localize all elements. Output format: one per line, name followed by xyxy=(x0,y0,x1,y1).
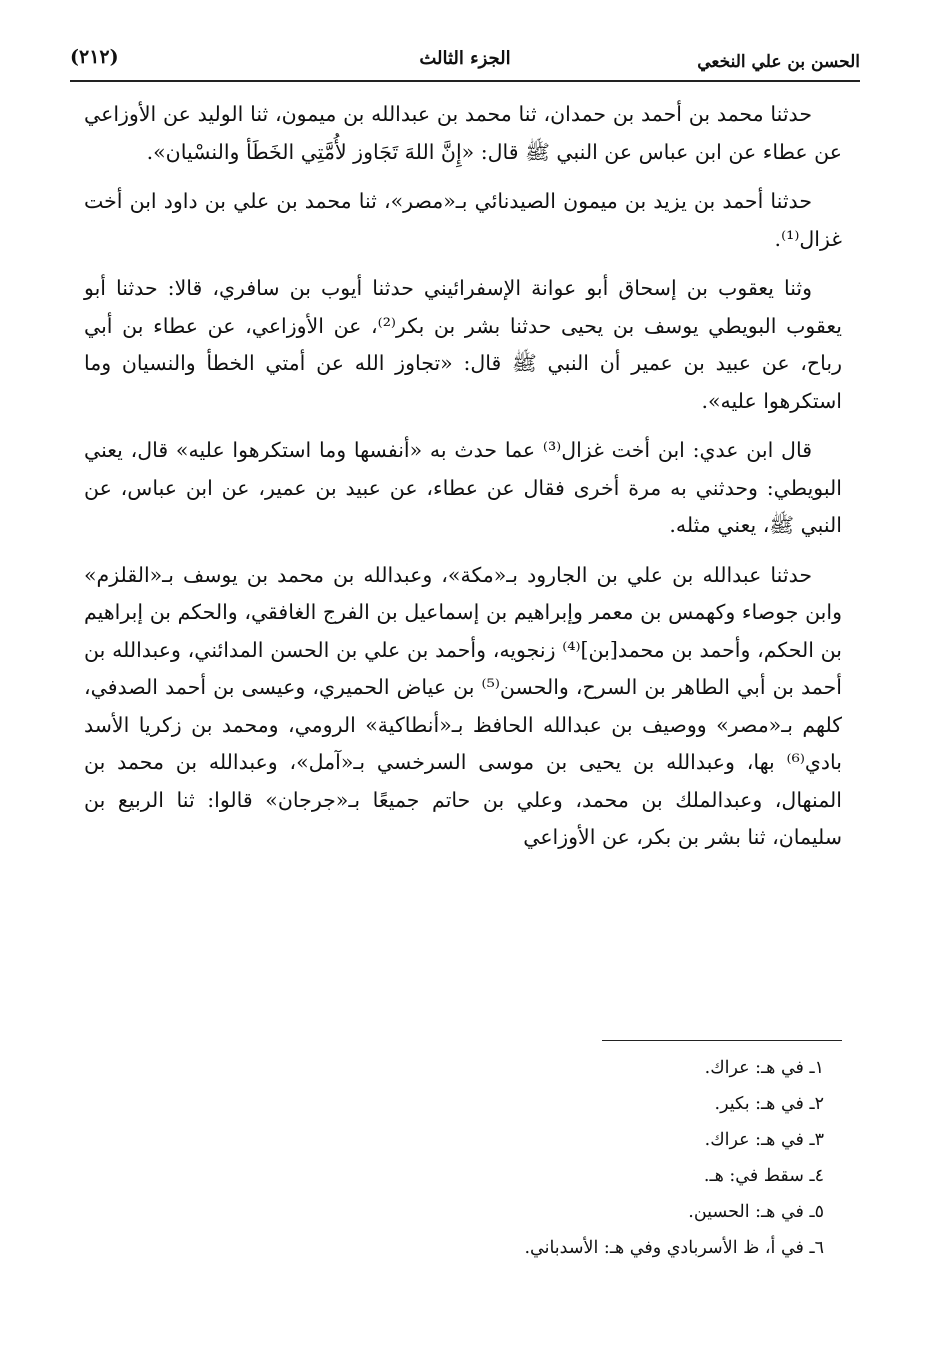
footnotes xyxy=(264,1050,824,1266)
paragraph: وثنا يعقوب بن إسحاق أبو عوانة الإسفرائيني حدثنا أيوب بن سافري، قالا: حدثنا أبو يعقوب البويطي يوسف بن يحيى حدثنا بشر بن بكر⁽²⁾، عن الأوزاعي، عن عطاء بن أبي رباح، عن عبيد بن عمير أن النبي ﷺ قال: «تجاوز الله عن أمتي الخطأ والنسيان وما استكرهوا عليه». xyxy=(84,276,842,413)
paragraph: حدثنا أحمد بن يزيد بن ميمون الصيدنائي بـ«مصر»، ثنا محمد بن علي بن داود ابن أخت غزال⁽¹⁾. xyxy=(84,189,842,251)
footnote-rule xyxy=(602,1040,842,1041)
header-author: الحسن بن علي النخعي xyxy=(697,52,860,72)
footnote: ١ـ في هـ: عراك. xyxy=(704,1058,824,1078)
footnote: ٣ـ في هـ: عراك. xyxy=(704,1130,824,1150)
paragraph: حدثنا محمد بن أحمد بن حمدان، ثنا محمد بن عبدالله بن ميمون، ثنا الوليد عن الأوزاعي عن عطاء عن ابن عباس عن النبي ﷺ قال: «إِنَّ اللهَ تَجَاوز لأُمَّتِي الخَطَأ والنسْيان». xyxy=(84,102,842,164)
paragraph: قال ابن عدي: ابن أخت غزال⁽³⁾ عما حدث به «أنفسها وما استكرهوا عليه» قال، يعني البويطي: وحدثني به مرة أخرى فقال عن عطاء، عن عبيد بن عمير، عن ابن عباس، عن النبي ﷺ، يعني مثله. xyxy=(84,438,842,537)
header-rule xyxy=(70,80,860,82)
footnote: ٥ـ في هـ: الحسين. xyxy=(688,1202,824,1222)
paragraph: حدثنا عبدالله بن علي بن الجارود بـ«مكة»، وعبدالله بن محمد بن يوسف بـ«القلزم» وابن جوصاء وكهمس بن معمر وإبراهيم بن إسماعيل بن الفرج الغافقي، والحكم بن إبراهيم بن الحكم، وأحمد بن محمد[بن]⁽⁴⁾ زنجويه، وأحمد بن علي بن الحسن المدائني، وعبدالله بن أحمد بن أبي الطاهر بن السرح، والحسن⁽⁵⁾ بن عياض الحميري، وعيسى بن أحمد الصدفي، كلهم بـ«مصر» ووصيف بن عبدالله الحافظ بـ«أنطاكية» الرومي، ومحمد بن زكريا الأسد بادي⁽⁶⁾ بها، وعبدالله بن يحيى بن موسى السرخسي بـ«آمل»، وعبدالله بن محمد بن المنهال، وعبدالملك بن محمد، وعلي بن حاتم جميعًا بـ«جرجان» قالوا: ثنا الربيع بن سليمان، ثنا بشر بن بكر، عن الأوزاعي xyxy=(84,562,842,849)
footnote: ٤ـ سقط في: هـ. xyxy=(703,1166,824,1186)
running-header xyxy=(70,38,860,78)
footnote: ٦ـ في أ، ظ الأسربادي وفي هـ: الأسدباني. xyxy=(524,1238,824,1258)
page-number: (٢١٢) xyxy=(70,46,119,68)
header-volume: الجزء الثالث xyxy=(419,48,511,69)
main-text xyxy=(84,96,842,869)
footnote: ٢ـ في هـ: بكير. xyxy=(714,1094,824,1114)
